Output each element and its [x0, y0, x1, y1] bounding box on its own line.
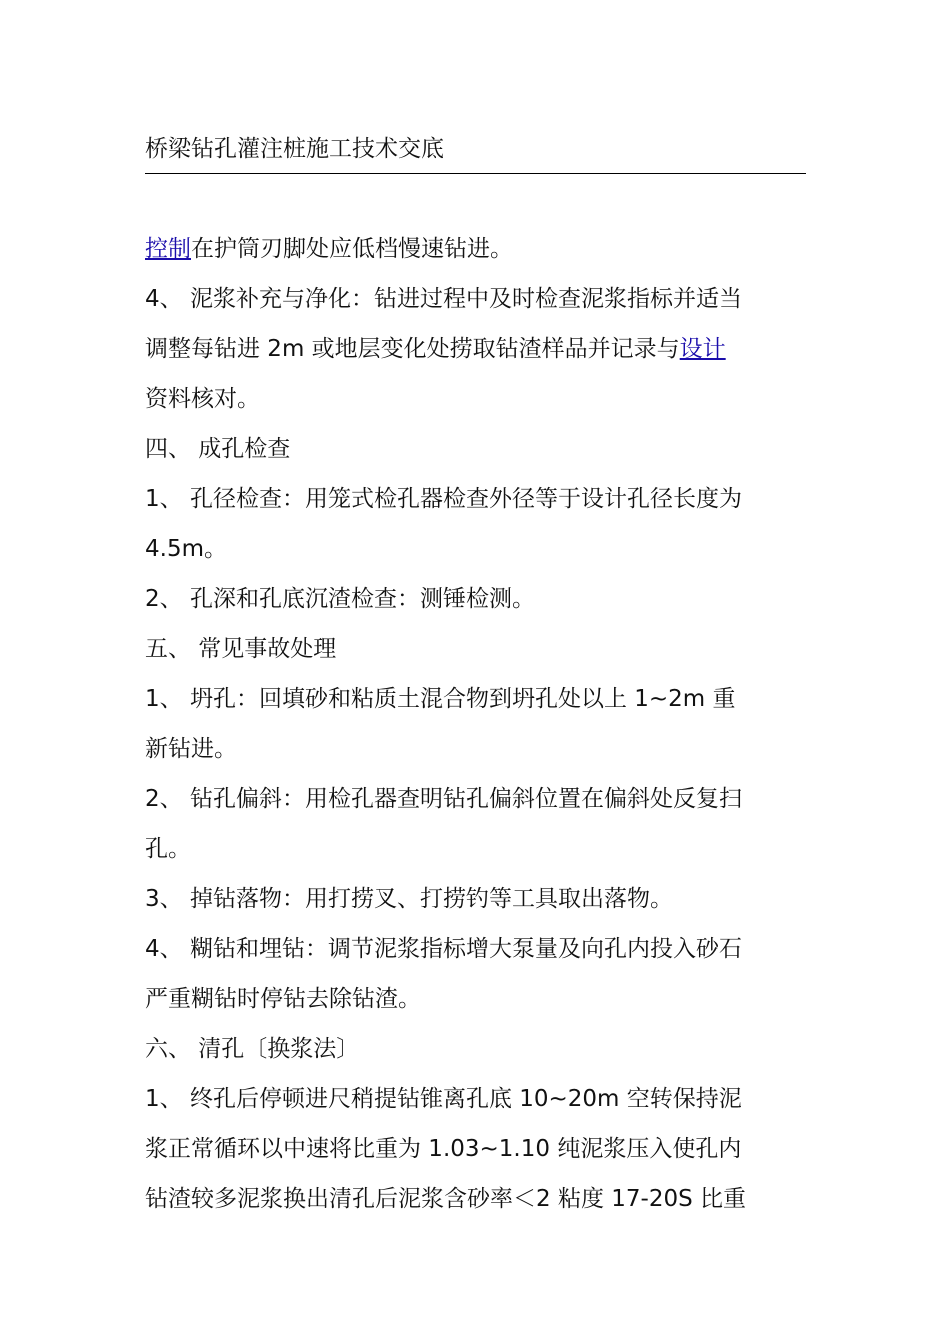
paragraph-line: 资料核对。: [145, 386, 260, 412]
paragraph-line: [145, 224, 806, 274]
list-item-collapse: 1、 坍孔：回填砂和粘质土混合物到坍孔处以上 1~2m 重: [145, 686, 736, 712]
list-item-dropped-objects: 3、 掉钻落物：用打捞叉、打捞钓等工具取出落物。: [145, 886, 673, 912]
list-item-depth-check: 2、 孔深和孔底沉渣检查：测锤检测。: [145, 586, 535, 612]
list-item-stuck-drill: 4、 糊钻和埋钻：调节泥浆指标增大泵量及向孔内投入砂石: [145, 936, 742, 962]
section-heading-hole-cleaning: 六、 清孔〔换浆法〕: [145, 1036, 360, 1062]
line-text: 调整每钻进 2m 或地层变化处捞取钻渣样品并记录与: [145, 336, 680, 362]
document-body: [145, 224, 806, 1224]
paragraph-line: [145, 324, 806, 374]
paragraph-line: 浆正常循环以中速将比重为 1.03~1.10 纯泥浆压入使孔内: [145, 1136, 742, 1162]
paragraph-line: 新钻进。: [145, 736, 237, 762]
document-title: 桥梁钻孔灌注桩施工技术交底: [145, 136, 444, 162]
paragraph-line: 钻渣较多泥浆换出清孔后泥浆含砂率＜2 粘度 17-20S 比重: [145, 1186, 746, 1212]
line-text: 在护筒刃脚处应低档慢速钻进。: [191, 236, 513, 262]
list-item-diameter-check: 1、 孔径检查：用笼式检孔器检查外径等于设计孔径长度为: [145, 486, 742, 512]
link-design[interactable]: 设计: [679, 336, 726, 362]
list-item-deviation: 2、 钻孔偏斜：用检孔器查明钻孔偏斜位置在偏斜处反复扫: [145, 786, 742, 812]
page-header: [145, 131, 806, 174]
list-item-slurry: 4、 泥浆补充与净化：钻进过程中及时检查泥浆指标并适当: [145, 286, 742, 312]
paragraph-line: 4.5m。: [145, 536, 227, 562]
section-heading-accidents: 五、 常见事故处理: [145, 636, 337, 662]
link-control[interactable]: 控制: [145, 236, 191, 262]
paragraph-line: 严重糊钻时停钻去除钻渣。: [145, 986, 421, 1012]
paragraph-line: 孔。: [145, 836, 191, 862]
section-heading-hole-inspection: 四、 成孔检查: [145, 436, 291, 462]
list-item-final-hole: 1、 终孔后停顿进尺稍提钻锥离孔底 10~20m 空转保持泥: [145, 1086, 742, 1112]
